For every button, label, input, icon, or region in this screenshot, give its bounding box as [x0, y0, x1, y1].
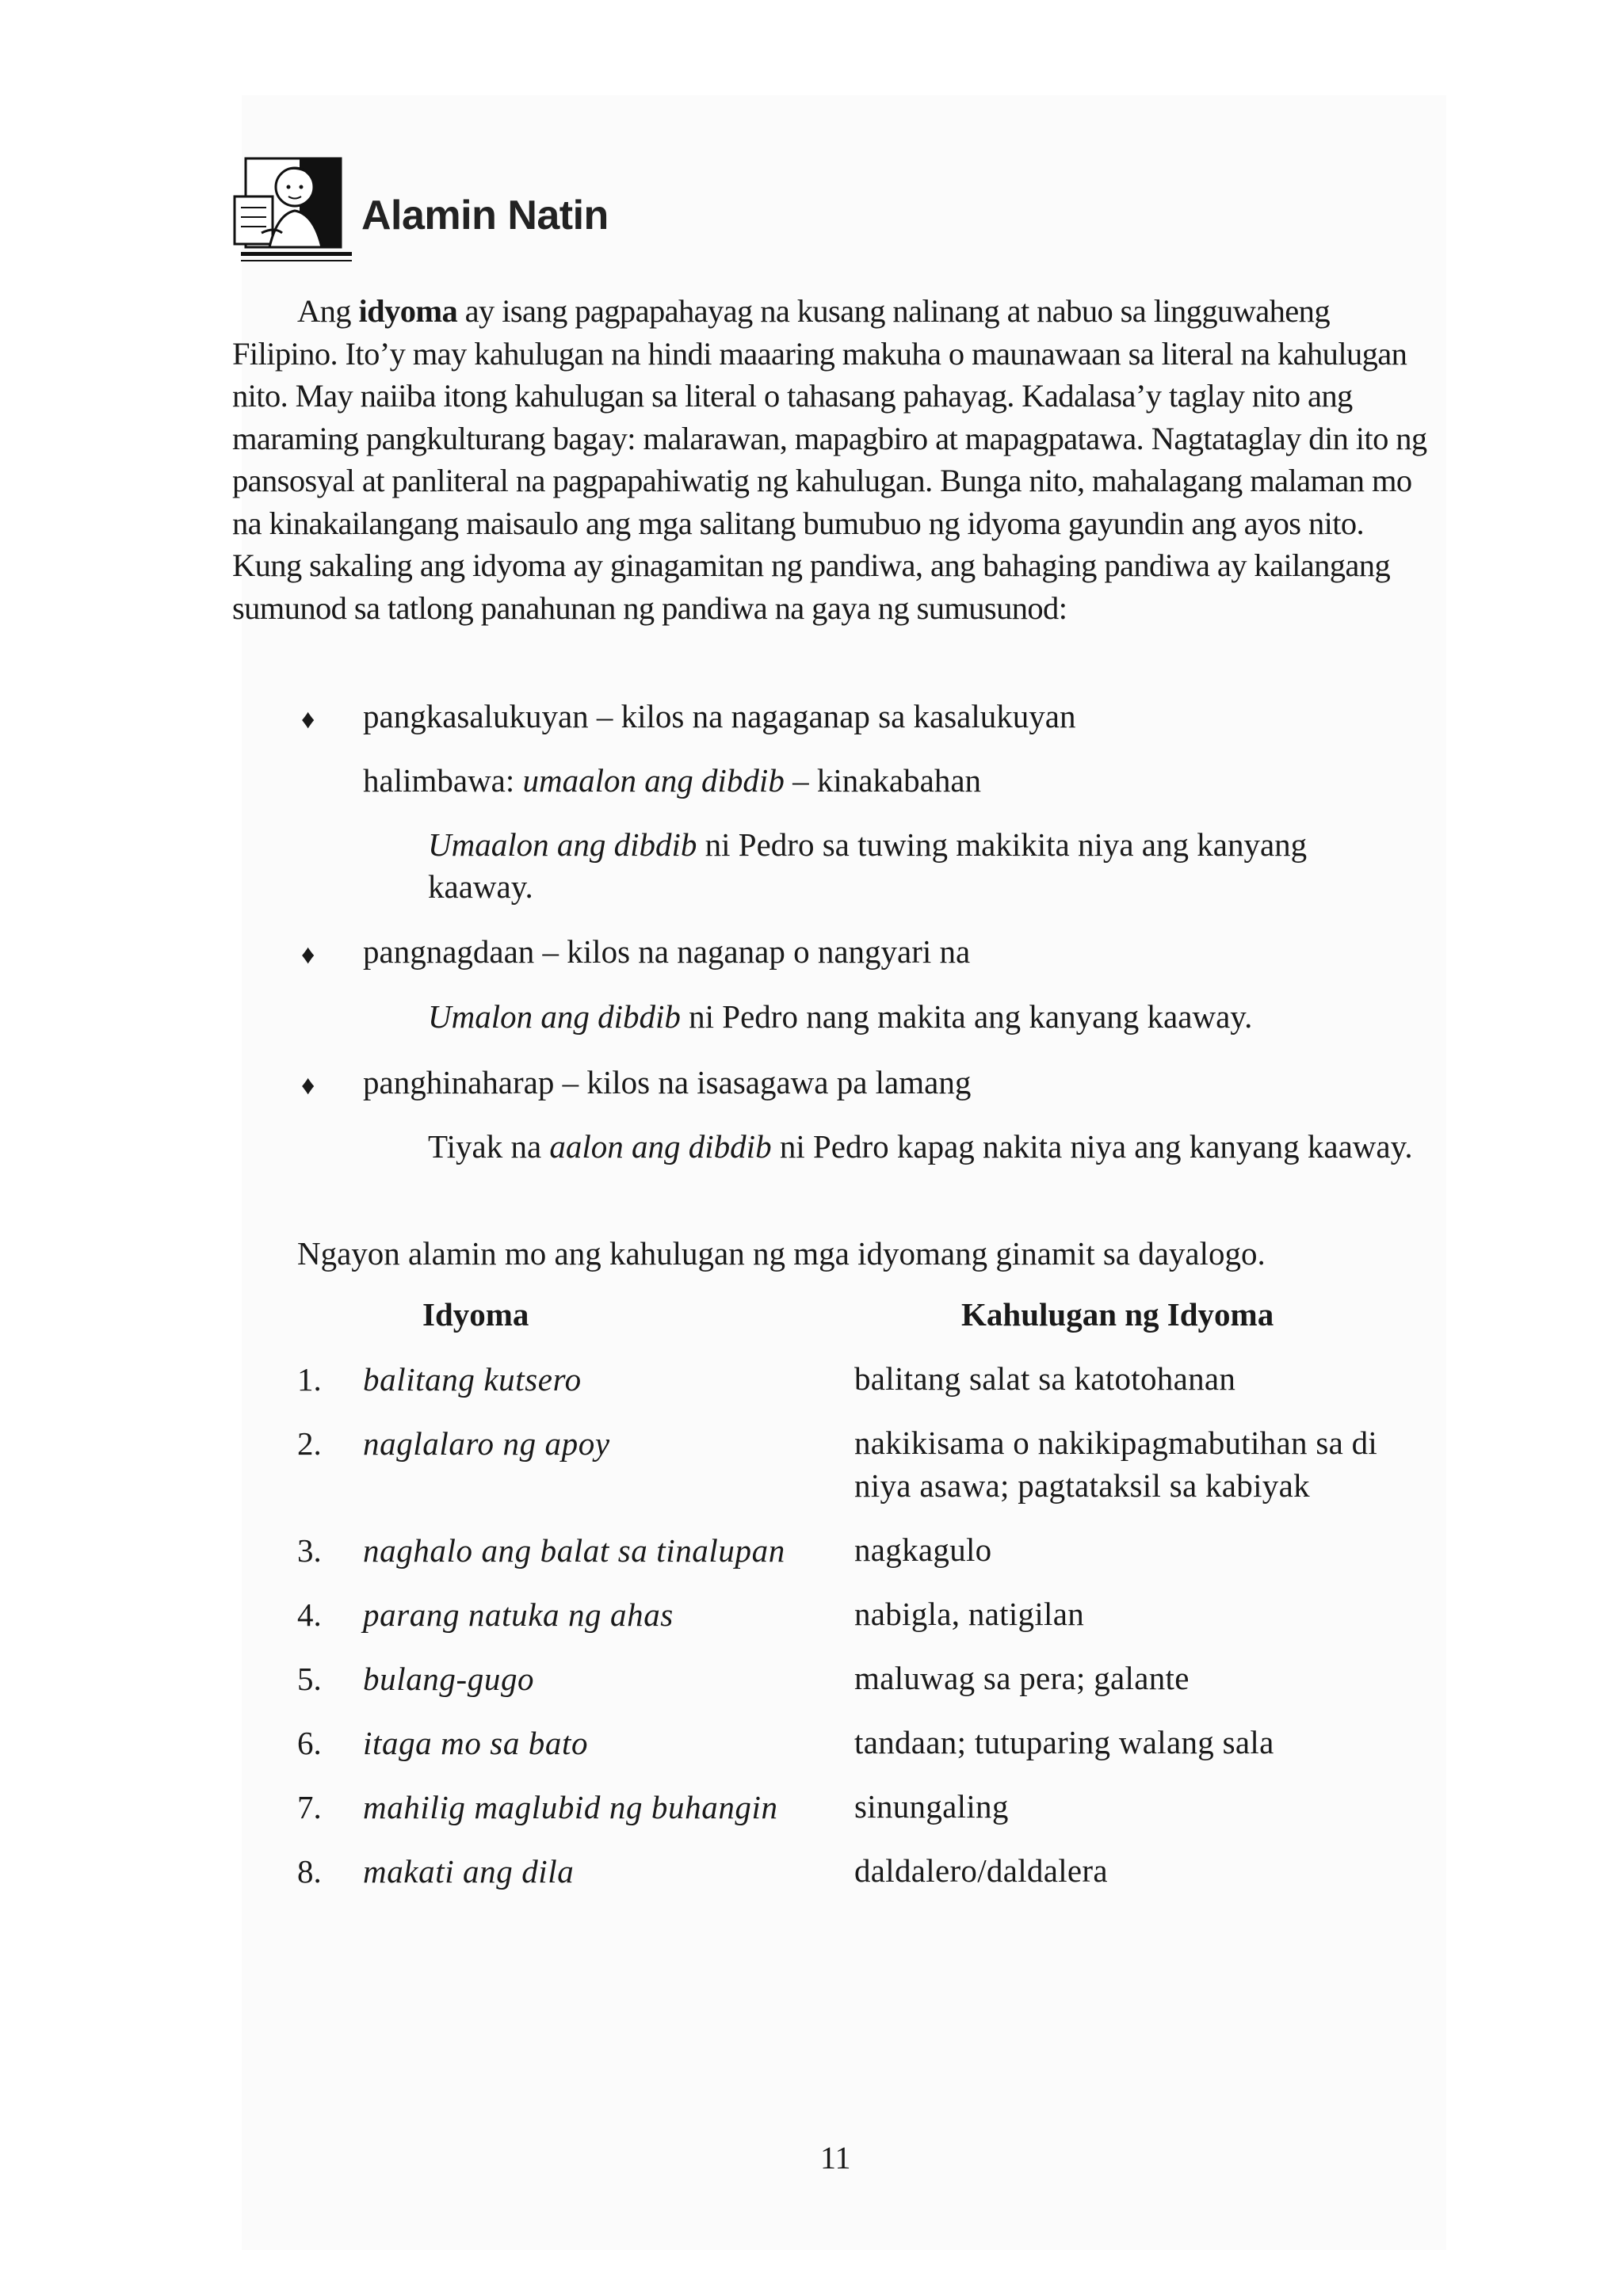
sentence-idiom: Umaalon ang dibdib [428, 826, 697, 863]
diamond-bullet-icon: ♦ [301, 940, 315, 970]
row-number: 7. [297, 1789, 322, 1825]
sentence-post: ni Pedro kapag nakita niya ang kanyang kaaway. [771, 1128, 1413, 1165]
tense-example [363, 760, 981, 802]
tense-sentence [428, 824, 1419, 908]
diamond-bullet-icon: ♦ [301, 1071, 315, 1100]
table-idiom: mahilig maglubid ng buhangin [363, 1789, 778, 1825]
intro-lead: Ang [297, 293, 359, 329]
intro-term: idyoma [358, 293, 458, 329]
row-number: 6. [297, 1725, 322, 1761]
table-meaning: daldalero/daldalera [854, 1852, 1108, 1889]
intro-paragraph [232, 290, 1437, 629]
table-idiom: parang natuka ng ahas [363, 1596, 674, 1633]
table-idiom: naglalaro ng apoy [363, 1425, 610, 1462]
row-number: 5. [297, 1661, 322, 1697]
tense-sentence [428, 996, 1419, 1038]
table-idiom: itaga mo sa bato [363, 1725, 589, 1761]
row-number: 3. [297, 1532, 322, 1569]
section-title: Alamin Natin [361, 193, 609, 238]
closing-text: Ngayon alamin mo ang kahulugan ng mga idyomang ginamit sa dayalogo. [297, 1235, 1266, 1272]
table-header-idyoma: Idyoma [422, 1296, 529, 1333]
tense-sentence [428, 1126, 1419, 1168]
diamond-bullet-icon: ♦ [301, 705, 315, 734]
row-number: 8. [297, 1853, 322, 1890]
section-header [230, 143, 609, 269]
example-intro: halimbawa: [363, 762, 523, 799]
table-meaning: nagkagulo [854, 1531, 992, 1568]
row-number: 4. [297, 1596, 322, 1633]
tense-label: pangkasalukuyan – kilos na nagaganap sa kasalukuyan [363, 698, 1076, 734]
sentence-idiom: aalon ang dibdib [549, 1128, 772, 1165]
sentence-post: ni Pedro nang makita ang kanyang kaaway. [680, 998, 1253, 1035]
sentence-post: ni Pedro sa tuwing makikita niya ang kanyang kaaway. [428, 826, 1308, 905]
table-idiom: naghalo ang balat sa tinalupan [363, 1532, 785, 1569]
tense-label: panghinaharap – kilos na isasagawa pa lamang [363, 1064, 972, 1100]
sentence-idiom: Umalon ang dibdib [428, 998, 681, 1035]
sentence-pre: Tiyak na [428, 1128, 550, 1165]
row-number: 2. [297, 1425, 322, 1462]
intro-body: ay isang pagpapahayag na kusang nalinang at nabuo sa lingguwaheng Filipino. Ito’y may kahulugan na hindi maaaring makuha o maunawaan sa literal na kahulugan nito. May naiiba itong kahulugan sa literal o tahasang pahayag. Kadalasa’y taglay nito ang maraming pangkulturang bagay: malarawan, mapagbiro at mapagpatawa. Nagtataglay din ito ng pansosyal at panliteral na pagpapahiwatig ng kahulugan. Bunga nito, mahalagang malaman mo na kinakailangang maisaulo ang mga salitang bumubuo ng idyoma gayundin ang ayos nito. Kung sakaling ang idyoma ay ginagamitan ng pandiwa, ang bahaging pandiwa ay kailangang sumunod sa tatlong panahunan ng pandiwa na gaya ng sumusunod: [232, 293, 1427, 626]
student-reading-icon [230, 151, 357, 269]
table-meaning: nabigla, natigilan [854, 1596, 1085, 1632]
example-idiom: umaalon ang dibdib [522, 762, 785, 799]
row-number: 1. [297, 1361, 322, 1398]
table-meaning: maluwag sa pera; galante [854, 1660, 1190, 1696]
page-number: 11 [820, 2140, 851, 2176]
tense-label: pangnagdaan – kilos na naganap o nangyari na [363, 933, 971, 970]
table-meaning: sinungaling [854, 1788, 1009, 1825]
table-idiom: balitang kutsero [363, 1361, 582, 1398]
table-header-kahulugan: Kahulugan ng Idyoma [961, 1296, 1274, 1333]
table-idiom: bulang-gugo [363, 1661, 535, 1697]
table-meaning: nakikisama o nakikipagmabutihan sa di niya asawa; pagtataksil sa kabiyak [854, 1425, 1378, 1504]
example-meaning: – kinakabahan [784, 762, 982, 799]
table-meaning: balitang salat sa katotohanan [854, 1360, 1236, 1397]
table-meaning: tandaan; tutuparing walang sala [854, 1724, 1274, 1760]
table-idiom: makati ang dila [363, 1853, 575, 1890]
